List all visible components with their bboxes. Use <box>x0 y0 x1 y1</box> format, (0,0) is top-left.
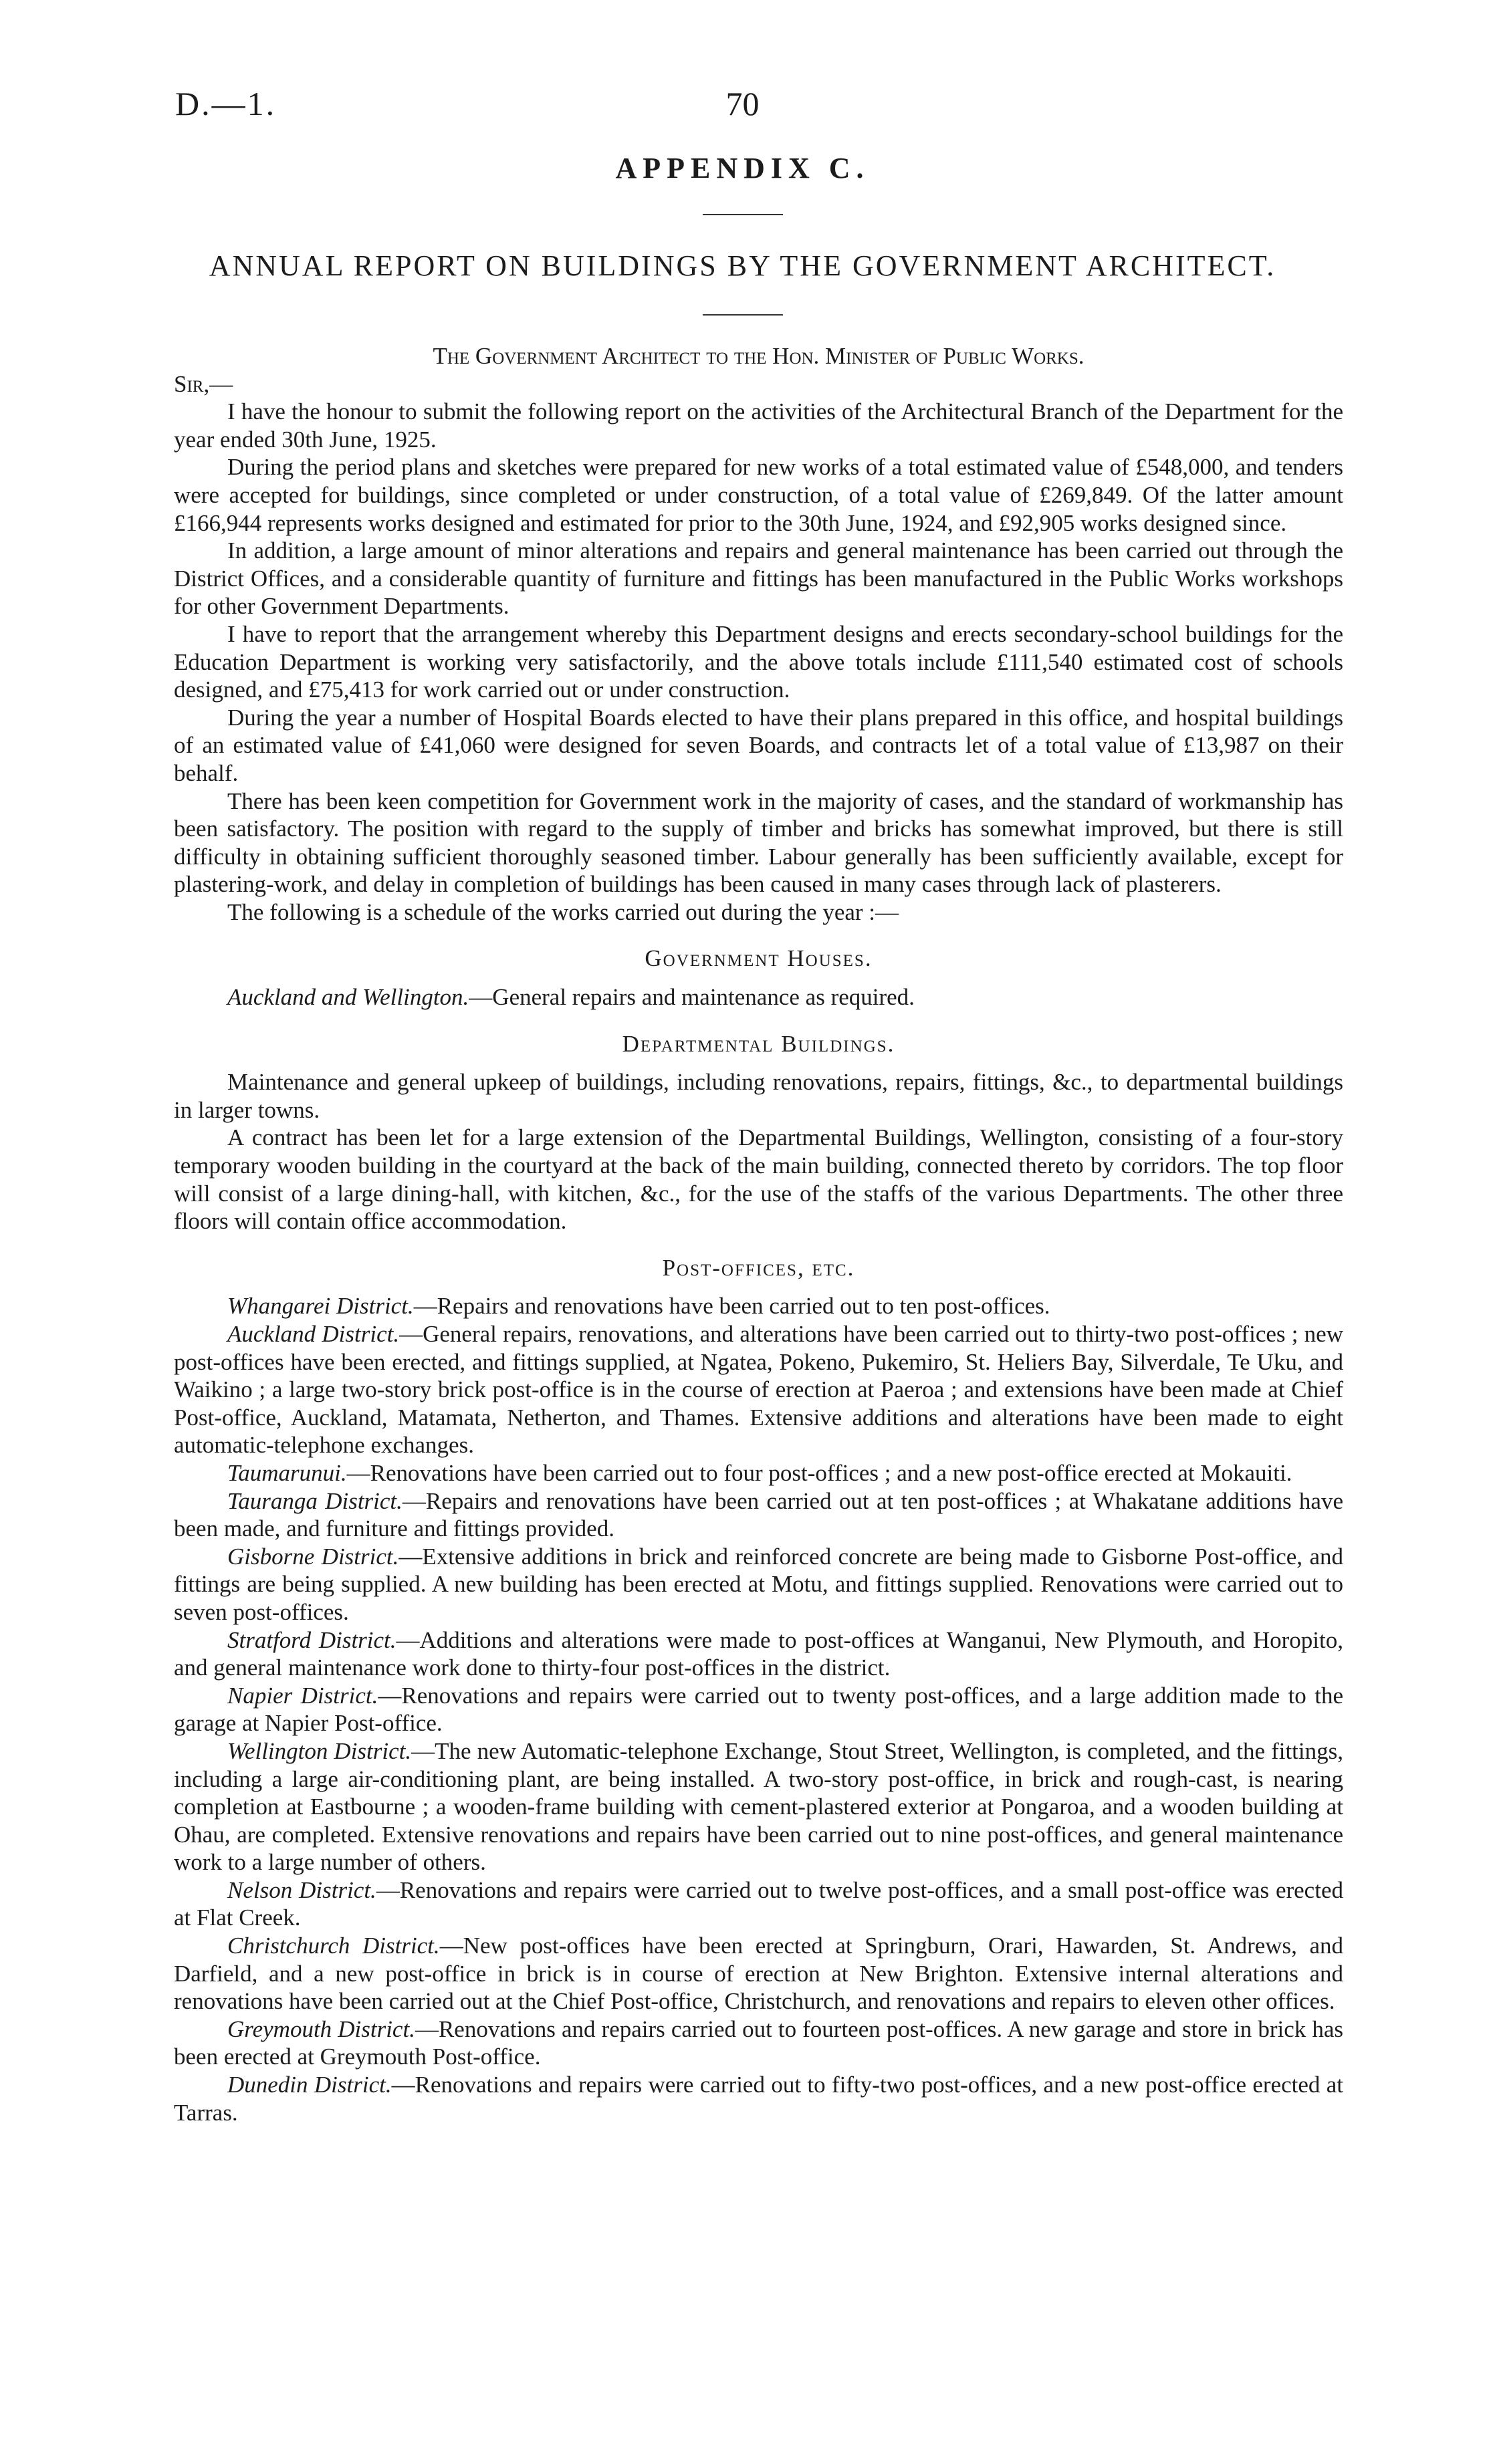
paragraph: Maintenance and general upkeep of buildings, including renovations, repairs, fittings, &c., to departmental buildings in larger towns. <box>174 1069 1343 1123</box>
post-office-entry <box>174 1292 1343 1320</box>
post-office-entry <box>174 2071 1343 2126</box>
district-name: Tauranga District. <box>227 1487 403 1514</box>
district-text: —Additions and alterations were made to post-offices at Wanganui, New Plymouth, and Horopito, and general maintenance work done to thirty-four post-offices in the district. <box>174 1626 1343 1681</box>
divider-rule <box>703 314 783 316</box>
paragraph: During the period plans and sketches were prepared for new works of a total estimated value of £548,000, and tenders were accepted for buildings, since completed or under construction, of a total value of £269,849. Of the latter amount £166,944 represents works designed and estimated for prior to the 30th June, 1924, and £92,905 works designed since. <box>174 454 1343 536</box>
paragraph: A contract has been let for a large extension of the Departmental Buildings, Wellington, consisting of a four-story temporary wooden building in the courtyard at the back of the main building, connected thereto by corridors. The top floor will consist of a large dining-hall, with kitchen, &c., for the use of the staffs of the various Departments. The other three floors will contain office accommodation. <box>174 1124 1343 1235</box>
post-office-entry <box>174 1543 1343 1626</box>
salutation: Sir,— <box>174 370 233 397</box>
section-heading-departmental-buildings: Departmental Buildings. <box>622 1030 895 1057</box>
district-name: Nelson District. <box>227 1876 376 1903</box>
document-reference: D.—1. <box>175 85 277 122</box>
paragraph: I have the honour to submit the following report on the activities of the Architectural Branch of the Department for the year ended 30th June, 1925. <box>174 398 1343 453</box>
page-number: 70 <box>725 85 760 122</box>
district-text: —General repairs and maintenance as required. <box>469 984 915 1011</box>
district-name: Auckland District. <box>227 1321 400 1347</box>
post-office-entry <box>174 1682 1343 1737</box>
district-name: Wellington District. <box>227 1737 412 1764</box>
post-office-entry <box>174 1932 1343 2015</box>
section-heading-government-houses: Government Houses. <box>645 945 873 972</box>
district-name: Christchurch District. <box>227 1933 440 1959</box>
post-office-entry <box>174 1737 1343 1876</box>
district-name: Dunedin District. <box>227 2072 392 2098</box>
appendix-title: APPENDIX C. <box>615 152 870 184</box>
report-body <box>174 342 1343 2126</box>
district-name: Auckland and Wellington. <box>227 984 469 1011</box>
district-name: Stratford District. <box>227 1626 396 1653</box>
district-name: Greymouth District. <box>227 2015 415 2042</box>
paragraph: The following is a schedule of the works carried out during the year :— <box>227 898 899 925</box>
district-text: —Renovations have been carried out to four post-offices ; and a new post-office erected at Mokauiti. <box>346 1459 1292 1486</box>
post-office-entry <box>174 1459 1343 1487</box>
district-text: —New post-offices have been erected at Springburn, Orari, Hawarden, St. Andrews, and Darfield, and a new post-office in brick is in course of erection at New Brighton. Extensive internal alterations and renovations have been carried out at the Chief Post-office, Christchurch, and renovations and repairs to eleven other offices. <box>174 1933 1344 2015</box>
post-office-entry <box>174 1320 1343 1459</box>
paragraph: During the year a number of Hospital Boards elected to have their plans prepared in this office, and hospital buildings of an estimated value of £41,060 were designed for seven Boards, and contracts let of a total value of £13,987 on their behalf. <box>174 704 1343 786</box>
district-text: —Repairs and renovations have been carried out at ten post-offices ; at Whakatane additions have been made, and furniture and fittings provided. <box>174 1487 1343 1542</box>
district-name: Napier District. <box>227 1682 378 1709</box>
divider-rule <box>703 214 783 215</box>
address-line: The Government Architect to the Hon. Minister of Public Works. <box>433 343 1084 369</box>
district-name: Taumarunui. <box>227 1459 347 1486</box>
district-name: Gisborne District. <box>227 1543 399 1570</box>
district-text: —Renovations and repairs were carried out to fifty-two post-offices, and a new post-office erected at Tarras. <box>174 2072 1344 2126</box>
paragraph: In addition, a large amount of minor alterations and repairs and general maintenance has been carried out through the District Offices, and a considerable quantity of furniture and fittings has been manufactured in the Public Works workshops for other Government Departments. <box>174 537 1343 620</box>
district-name: Whangarei District. <box>227 1293 414 1320</box>
paragraph: There has been keen competition for Government work in the majority of cases, and the standard of workmanship has been satisfactory. The position with regard to the supply of timber and bricks has somewhat improved, but there is still difficulty in obtaining sufficient thoroughly seasoned timber. Labour generally has been sufficiently available, except for plastering-work, and delay in completion of buildings has been caused in many cases through lack of plasterers. <box>174 787 1343 898</box>
post-office-entry <box>174 1876 1343 1932</box>
district-text: —General repairs, renovations, and alterations have been carried out to thirty-two post-offices ; new post-offices have been erected, and fittings supplied, at Ngatea, Pokeno, Pukemiro, St. Heliers Bay, Silverdale, Te Uku, and Waikino ; a large two-story brick post-office is in the course of erection at Paeroa ; and extensions have been made at Chief Post-office, Auckland, Matamata, Netherton, and Thames. Extensive additions and alterations have been made to eight automatic-telephone exchanges. <box>174 1321 1343 1459</box>
post-office-entry <box>174 1487 1343 1543</box>
district-text: —Renovations and repairs carried out to fourteen post-offices. A new garage and store in brick has been erected at Greymouth Post-office. <box>174 2015 1343 2070</box>
report-title: ANNUAL REPORT ON BUILDINGS BY THE GOVERNMENT ARCHITECT. <box>209 249 1276 282</box>
district-text: —Extensive additions in brick and reinforced concrete are being made to Gisborne Post-office, and fittings are being supplied. A new building has been erected at Motu, and fittings supplied. Renovations were carried out to seven post-offices. <box>174 1543 1343 1625</box>
district-text: —The new Automatic-telephone Exchange, Stout Street, Wellington, is completed, and the fittings, including a large air-conditioning plant, are being installed. A two-story post-office, in brick and rough-cast, is nearing completion at Eastbourne ; a wooden-frame building with cement-plastered exterior at Pongaroa, and a wooden building at Ohau, are completed. Extensive renovations and repairs have been carried out to nine post-offices, and general maintenance work to a large number of others. <box>174 1737 1343 1876</box>
section-heading-post-offices: Post-offices, etc. <box>662 1254 855 1281</box>
post-office-entry <box>174 2015 1343 2071</box>
district-text: —Renovations and repairs were carried out to twelve post-offices, and a small post-office was erected at Flat Creek. <box>174 1876 1343 1931</box>
district-text: —Renovations and repairs were carried out to twenty post-offices, and a large addition made to the garage at Napier Post-office. <box>174 1682 1343 1737</box>
paragraph: I have to report that the arrangement whereby this Department designs and erects secondary-school buildings for the Education Department is working very satisfactorily, and the above totals include £111,540 estimated cost of schools designed, and £75,413 for work carried out or under construction. <box>174 620 1343 703</box>
paragraph <box>174 983 1343 1011</box>
post-office-entry <box>174 1626 1343 1682</box>
district-text: —Repairs and renovations have been carried out to ten post-offices. <box>413 1293 1050 1320</box>
